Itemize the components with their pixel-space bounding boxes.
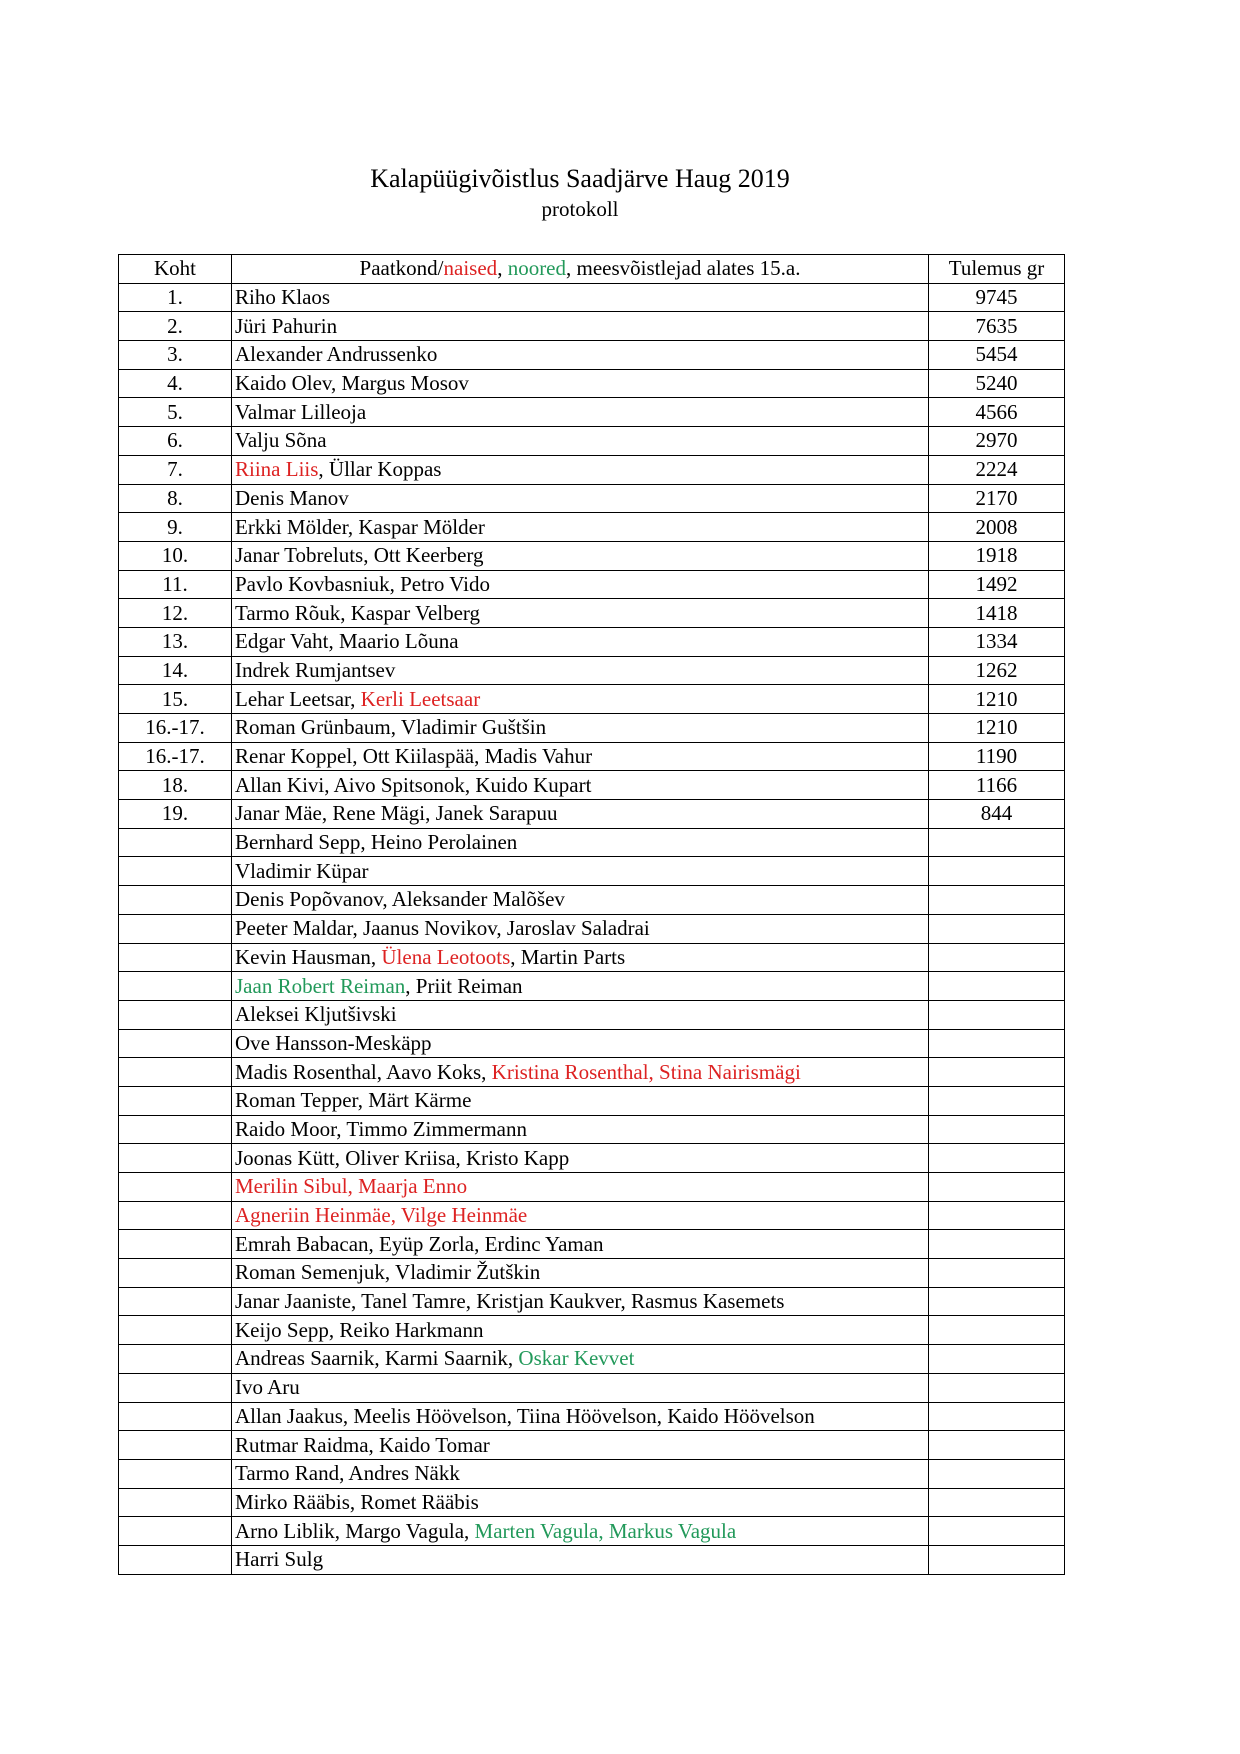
table-row [119, 972, 1065, 1001]
result-cell: 2008 [929, 513, 1065, 542]
table-row [119, 1488, 1065, 1517]
team-member-text: Kevin Hausman, [235, 944, 382, 969]
header-team-sep: , [497, 256, 508, 281]
team-cell [232, 1517, 929, 1546]
team-cell [232, 398, 929, 427]
team-member-text: Allan Kivi, Aivo Spitsonok, Kuido Kupart [235, 772, 592, 797]
result-cell: 2170 [929, 484, 1065, 513]
team-cell [232, 599, 929, 628]
team-member-text: Bernhard Sepp, Heino Perolainen [235, 830, 518, 855]
team-member-text: Jaan Robert Reiman [235, 973, 406, 998]
team-cell [232, 341, 929, 370]
team-cell [232, 1316, 929, 1345]
team-member-text: Tarmo Rand, Andres Näkk [235, 1461, 460, 1486]
place-cell [119, 1230, 232, 1259]
result-cell [929, 1488, 1065, 1517]
team-cell [232, 800, 929, 829]
team-cell [232, 312, 929, 341]
team-member-text: Riina Liis [235, 457, 319, 482]
result-cell [929, 1201, 1065, 1230]
team-cell [232, 1459, 929, 1488]
team-member-text: Ülena Leotoots [381, 944, 511, 969]
team-cell [232, 943, 929, 972]
place-cell [119, 972, 232, 1001]
team-cell [232, 1287, 929, 1316]
team-member-text: Andreas Saarnik, Karmi Saarnik, [235, 1346, 519, 1371]
result-cell: 1918 [929, 541, 1065, 570]
place-cell: 19. [119, 800, 232, 829]
team-member-text: Peeter Maldar, Jaanus Novikov, Jaroslav Saladrai [235, 916, 650, 941]
place-cell [119, 1316, 232, 1345]
place-cell: 10. [119, 541, 232, 570]
team-member-text: Janar Mäe, Rene Mägi, Janek Sarapuu [235, 801, 558, 826]
team-cell [232, 714, 929, 743]
result-cell [929, 1287, 1065, 1316]
result-cell: 1262 [929, 656, 1065, 685]
header-team-suffix: , meesvõistlejad alates 15.a. [566, 256, 801, 281]
team-member-text: Roman Tepper, Märt Kärme [235, 1088, 472, 1113]
team-member-text: Kaido Olev, Margus Mosov [235, 371, 469, 396]
table-row [119, 513, 1065, 542]
results-table [118, 254, 1065, 1575]
team-member-text: Pavlo Kovbasniuk, Petro Vido [235, 571, 491, 596]
table-row [119, 1115, 1065, 1144]
table-row [119, 1230, 1065, 1259]
place-cell [119, 1086, 232, 1115]
table-row [119, 427, 1065, 456]
place-cell [119, 828, 232, 857]
team-member-text: Ivo Aru [235, 1375, 300, 1400]
place-cell: 18. [119, 771, 232, 800]
table-row [119, 570, 1065, 599]
team-member-text: , Priit Reiman [405, 973, 523, 998]
team-cell [232, 828, 929, 857]
team-member-text: Edgar Vaht, Maario Lõuna [235, 629, 459, 654]
team-member-text: Riho Klaos [235, 285, 331, 310]
team-cell [232, 1230, 929, 1259]
place-cell [119, 1545, 232, 1574]
team-member-text: Merilin Sibul, Maarja Enno [235, 1174, 468, 1199]
team-cell [232, 570, 929, 599]
result-cell [929, 1115, 1065, 1144]
table-row [119, 1000, 1065, 1029]
result-cell: 4566 [929, 398, 1065, 427]
result-cell: 1334 [929, 627, 1065, 656]
team-cell [232, 1431, 929, 1460]
place-cell [119, 1488, 232, 1517]
place-cell [119, 1259, 232, 1288]
place-cell [119, 1029, 232, 1058]
table-row [119, 369, 1065, 398]
place-cell: 16.-17. [119, 714, 232, 743]
team-member-text: Joonas Kütt, Oliver Kriisa, Kristo Kapp [235, 1145, 570, 1170]
result-cell [929, 886, 1065, 915]
team-member-text: Renar Koppel, Ott Kiilaspää, Madis Vahur [235, 744, 593, 769]
team-member-text: Denis Popõvanov, Aleksander Malõšev [235, 887, 565, 912]
team-member-text: Ove Hansson-Meskäpp [235, 1030, 432, 1055]
team-cell [232, 742, 929, 771]
team-cell [232, 1402, 929, 1431]
team-cell [232, 1201, 929, 1230]
team-cell [232, 1373, 929, 1402]
team-member-text: Roman Semenjuk, Vladimir Žutškin [235, 1260, 541, 1285]
place-cell: 16.-17. [119, 742, 232, 771]
team-cell [232, 369, 929, 398]
header-team-women: naised [443, 256, 498, 281]
result-cell [929, 943, 1065, 972]
team-cell [232, 656, 929, 685]
team-member-text: Kristina Rosenthal, Stina Nairismägi [491, 1059, 801, 1084]
team-cell [232, 1086, 929, 1115]
place-cell [119, 1345, 232, 1374]
result-cell [929, 1517, 1065, 1546]
table-row [119, 1173, 1065, 1202]
place-cell: 15. [119, 685, 232, 714]
team-cell [232, 1259, 929, 1288]
result-cell [929, 1230, 1065, 1259]
place-cell: 2. [119, 312, 232, 341]
result-cell [929, 1316, 1065, 1345]
place-cell: 1. [119, 283, 232, 312]
place-cell [119, 1517, 232, 1546]
table-row [119, 1029, 1065, 1058]
result-cell [929, 1144, 1065, 1173]
table-row [119, 943, 1065, 972]
table-row [119, 455, 1065, 484]
team-member-text: Vladimir Küpar [235, 858, 369, 883]
place-cell [119, 1402, 232, 1431]
result-cell: 1166 [929, 771, 1065, 800]
table-row [119, 1517, 1065, 1546]
result-cell [929, 1029, 1065, 1058]
team-cell [232, 541, 929, 570]
place-cell [119, 1173, 232, 1202]
result-cell [929, 1459, 1065, 1488]
place-cell [119, 914, 232, 943]
place-cell [119, 857, 232, 886]
place-cell: 6. [119, 427, 232, 456]
team-member-text: Valmar Lilleoja [235, 399, 367, 424]
place-cell [119, 1201, 232, 1230]
result-cell: 5240 [929, 369, 1065, 398]
table-row [119, 742, 1065, 771]
place-cell: 3. [119, 341, 232, 370]
team-cell [232, 1173, 929, 1202]
result-cell: 7635 [929, 312, 1065, 341]
result-cell [929, 1000, 1065, 1029]
team-member-text: Aleksei Kljutšivski [235, 1002, 397, 1027]
team-member-text: Janar Jaaniste, Tanel Tamre, Kristjan Kaukver, Rasmus Kasemets [235, 1289, 785, 1314]
team-cell [232, 972, 929, 1001]
result-cell [929, 1259, 1065, 1288]
team-member-text: Keijo Sepp, Reiko Harkmann [235, 1317, 484, 1342]
table-row [119, 398, 1065, 427]
team-cell [232, 1488, 929, 1517]
team-member-text: Arno Liblik, Margo Vagula, [235, 1518, 475, 1543]
place-cell: 7. [119, 455, 232, 484]
table-row [119, 312, 1065, 341]
result-cell: 1418 [929, 599, 1065, 628]
table-header-row [119, 255, 1065, 284]
result-cell: 5454 [929, 341, 1065, 370]
table-row [119, 599, 1065, 628]
team-member-text: Kerli Leetsaar [360, 686, 481, 711]
result-cell [929, 1402, 1065, 1431]
team-cell [232, 1144, 929, 1173]
table-row [119, 1259, 1065, 1288]
team-member-text: Lehar Leetsar, [235, 686, 361, 711]
header-team-prefix: Paatkond/ [359, 256, 444, 281]
place-cell [119, 1287, 232, 1316]
table-row [119, 771, 1065, 800]
table-row [119, 1545, 1065, 1574]
place-cell [119, 943, 232, 972]
place-cell [119, 1144, 232, 1173]
team-member-text: Allan Jaakus, Meelis Höövelson, Tiina Höövelson, Kaido Höövelson [235, 1403, 815, 1428]
team-cell [232, 1115, 929, 1144]
team-cell [232, 484, 929, 513]
result-cell: 1492 [929, 570, 1065, 599]
table-row [119, 1287, 1065, 1316]
table-row [119, 800, 1065, 829]
result-cell: 1210 [929, 685, 1065, 714]
table-row [119, 1402, 1065, 1431]
result-cell [929, 1173, 1065, 1202]
result-cell [929, 1431, 1065, 1460]
team-cell [232, 857, 929, 886]
team-cell [232, 685, 929, 714]
team-cell [232, 627, 929, 656]
team-member-text: Alexander Andrussenko [235, 342, 438, 367]
header-result: Tulemus gr [929, 255, 1065, 284]
table-row [119, 1316, 1065, 1345]
team-member-text: Harri Sulg [235, 1547, 324, 1572]
table-row [119, 1086, 1065, 1115]
place-cell [119, 1058, 232, 1087]
team-member-text: Madis Rosenthal, Aavo Koks, [235, 1059, 492, 1084]
team-cell [232, 1058, 929, 1087]
team-member-text: Denis Manov [235, 485, 349, 510]
result-cell: 1210 [929, 714, 1065, 743]
table-row [119, 685, 1065, 714]
table-row [119, 1201, 1065, 1230]
place-cell: 11. [119, 570, 232, 599]
results-body [119, 283, 1065, 1574]
team-cell [232, 427, 929, 456]
table-row [119, 1144, 1065, 1173]
team-member-text: Roman Grünbaum, Vladimir Guštšin [235, 715, 547, 740]
team-member-text: Erkki Mölder, Kaspar Mölder [235, 514, 485, 539]
place-cell [119, 1000, 232, 1029]
team-cell [232, 513, 929, 542]
table-row [119, 857, 1065, 886]
table-row [119, 1345, 1065, 1374]
team-cell [232, 455, 929, 484]
document-title: Kalapüügivõistlus Saadjärve Haug 2019 [370, 164, 790, 193]
table-row [119, 484, 1065, 513]
team-cell [232, 771, 929, 800]
table-row [119, 627, 1065, 656]
result-cell [929, 1086, 1065, 1115]
table-row [119, 914, 1065, 943]
table-row [119, 1459, 1065, 1488]
result-cell: 844 [929, 800, 1065, 829]
team-cell [232, 1000, 929, 1029]
table-row [119, 714, 1065, 743]
result-cell: 9745 [929, 283, 1065, 312]
team-member-text: Agneriin Heinmäe, Vilge Heinmäe [235, 1203, 528, 1228]
result-cell [929, 1345, 1065, 1374]
place-cell: 8. [119, 484, 232, 513]
team-member-text: Emrah Babacan, Eyüp Zorla, Erdinc Yaman [235, 1231, 604, 1256]
result-cell [929, 972, 1065, 1001]
place-cell [119, 1431, 232, 1460]
result-cell [929, 828, 1065, 857]
document-subtitle: protokoll [541, 197, 619, 221]
place-cell [119, 1115, 232, 1144]
team-member-text: Indrek Rumjantsev [235, 657, 396, 682]
place-cell [119, 1373, 232, 1402]
team-cell [232, 1345, 929, 1374]
team-member-text: Marten Vagula, Markus Vagula [474, 1518, 737, 1543]
table-row [119, 886, 1065, 915]
place-cell [119, 1459, 232, 1488]
team-member-text: , Martin Parts [510, 944, 626, 969]
header-team [232, 255, 929, 284]
team-cell [232, 283, 929, 312]
table-row [119, 541, 1065, 570]
table-row [119, 828, 1065, 857]
result-cell [929, 1545, 1065, 1574]
place-cell: 9. [119, 513, 232, 542]
team-member-text: Rutmar Raidma, Kaido Tomar [235, 1432, 490, 1457]
result-cell [929, 1058, 1065, 1087]
result-cell: 2970 [929, 427, 1065, 456]
place-cell [119, 886, 232, 915]
result-cell: 1190 [929, 742, 1065, 771]
place-cell: 14. [119, 656, 232, 685]
team-member-text: Jüri Pahurin [235, 313, 338, 338]
team-member-text: Raido Moor, Timmo Zimmermann [235, 1116, 528, 1141]
team-member-text: Oskar Kevvet [518, 1346, 635, 1371]
header-place: Koht [119, 255, 232, 284]
team-member-text: , Üllar Koppas [318, 457, 442, 482]
result-cell [929, 857, 1065, 886]
table-row [119, 1431, 1065, 1460]
table-row [119, 283, 1065, 312]
result-cell [929, 1373, 1065, 1402]
team-cell [232, 886, 929, 915]
table-row [119, 341, 1065, 370]
table-row [119, 1058, 1065, 1087]
header-team-youth: noored [507, 256, 567, 281]
team-cell [232, 1545, 929, 1574]
table-row [119, 1373, 1065, 1402]
team-member-text: Tarmo Rõuk, Kaspar Velberg [235, 600, 481, 625]
place-cell: 5. [119, 398, 232, 427]
place-cell: 4. [119, 369, 232, 398]
place-cell: 12. [119, 599, 232, 628]
team-cell [232, 1029, 929, 1058]
result-cell: 2224 [929, 455, 1065, 484]
team-cell [232, 914, 929, 943]
team-member-text: Valju Sõna [235, 428, 327, 453]
place-cell: 13. [119, 627, 232, 656]
team-member-text: Janar Tobreluts, Ott Keerberg [235, 543, 484, 568]
team-member-text: Mirko Rääbis, Romet Rääbis [235, 1489, 479, 1514]
table-row [119, 656, 1065, 685]
result-cell [929, 914, 1065, 943]
